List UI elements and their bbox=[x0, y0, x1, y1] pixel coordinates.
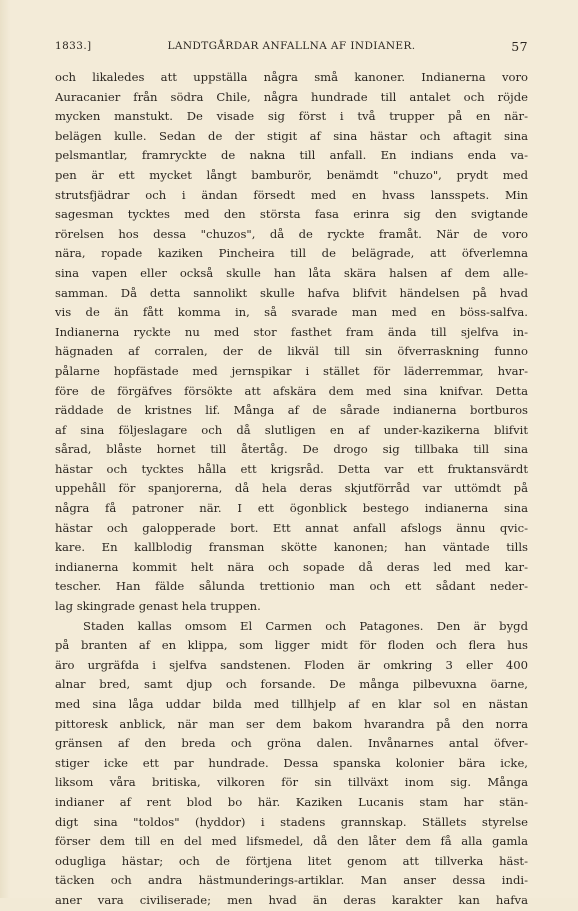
header-title: LANDTGÅRDAR ANFALLNA AF INDIANER. bbox=[167, 40, 416, 52]
text-line: och likaledes att uppställa några små kanoner. Indianerna voro bbox=[55, 70, 528, 84]
running-header bbox=[55, 40, 528, 56]
text-line: aner vara civiliserade; men hvad än deras karakter kan hafva bbox=[55, 892, 528, 907]
text-line: belägen kulle. Sedan de der stigit af sina hästar och aftagit sina bbox=[55, 128, 528, 143]
paragraph-end-line: lag skingrade genast hela truppen. bbox=[55, 599, 261, 614]
text-line: uppehåll för spanjorerna, då hela deras skjutförråd var uttömdt på bbox=[55, 481, 528, 496]
text-line: hästar och tycktes hålla ett krigsråd. Detta var ett fruktansvärdt bbox=[55, 461, 528, 476]
text-line: Auracanier från södra Chile, några hundrade till antalet och röjde bbox=[55, 89, 528, 104]
text-line: äro urgräfda i sjelfva sandstenen. Floden är omkring 3 eller 400 bbox=[55, 657, 528, 672]
text-line: tescher. Han fälde sålunda trettionio man och ett sådant neder- bbox=[55, 579, 528, 594]
text-line: pen är ett mycket långt bamburör, benämdt "chuzo", prydt med bbox=[55, 167, 528, 182]
text-line: pålarne hopfästade med jernspikar i stället för läderremmar, hvar- bbox=[55, 363, 528, 378]
text-line: alnar bred, samt djup och forsande. De många pilbevuxna öarne, bbox=[55, 677, 528, 692]
text-line: sårad, blåste hornet till återtåg. De drogo sig tillbaka till sina bbox=[55, 442, 528, 457]
text-line: pittoresk anblick, när man ser dem bakom hvarandra på den norra bbox=[55, 716, 528, 731]
text-line: samman. Då detta sannolikt skulle hafva blifvit händelsen på hvad bbox=[55, 285, 528, 300]
text-line: digt sina "toldos" (hyddor) i stadens grannskap. Ställets styrelse bbox=[55, 814, 528, 829]
text-line: sagesman tycktes med den största fasa erinra sig den svigtande bbox=[55, 207, 528, 222]
text-line: före de förgäfves försökte att afskära dem med sina knifvar. Detta bbox=[55, 383, 528, 398]
page-number: 57 bbox=[511, 39, 528, 54]
text-line: hästar och galopperade bort. Ett annat anfall afslogs ännu qvic- bbox=[55, 520, 528, 535]
text-line: indianerna kommit helt nära och sopade då deras led med kar- bbox=[55, 559, 528, 574]
text-line: gränsen af den breda och gröna dalen. Invånarnes antal öfver- bbox=[55, 736, 528, 751]
text-line: Indianerna ryckte nu med stor fasthet fram ända till sjelfva in- bbox=[55, 324, 528, 339]
text-line: liksom våra britiska, vilkoren för sin tillväxt inom sig. Många bbox=[55, 775, 528, 790]
page-edge-shadow bbox=[0, 0, 10, 898]
text-line: pelsmantlar, framryckte de nakna till anfall. En indians enda va- bbox=[55, 148, 528, 163]
text-line: vis de än fått komma in, så svarade man med en böss-salfva. bbox=[55, 305, 528, 320]
body-text bbox=[55, 68, 528, 911]
text-line: med sina låga uddar bilda med tillhjelp af en klar sol en nästan bbox=[55, 697, 528, 711]
text-line: kare. En kallblodig fransman skötte kanonen; han väntade tills bbox=[55, 540, 528, 555]
text-line: hägnaden af corralen, der de likväl till sin öfverraskning funno bbox=[55, 344, 528, 359]
text-line: rörelsen hos dessa "chuzos", då de ryckte framåt. När de voro bbox=[55, 226, 528, 241]
text-line: räddade de kristnes lif. Många af de sårade indianerna bortburos bbox=[55, 403, 528, 418]
text-line: sina vapen eller också skulle han låta skära halsen af dem alle- bbox=[55, 265, 528, 280]
header-year: 1833.] bbox=[55, 40, 92, 52]
text-line: täcken och andra hästmunderings-artiklar. Man anser dessa indi- bbox=[55, 873, 528, 888]
text-line: odugliga hästar; och de förtjena litet genom att tillverka häst- bbox=[55, 853, 528, 868]
text-line: några få patroner när. I ett ögonblick bestego indianerna sina bbox=[55, 501, 528, 516]
text-line: mycken manstukt. De visade sig först i två trupper på en när- bbox=[55, 109, 528, 124]
text-line: stiger icke ett par hundrade. Dessa spanska kolonier bära icke, bbox=[55, 755, 528, 770]
text-line: af sina följeslagare och då slutligen en af under-kazikerna blifvit bbox=[55, 422, 528, 437]
paragraph-start-line: Staden kallas omsom El Carmen och Patagones. Den är bygd bbox=[83, 618, 528, 633]
text-line: förser dem till en del med lifsmedel, då den låter dem få alla gamla bbox=[55, 834, 528, 849]
text-line: indianer af rent blod bo här. Kaziken Lucanis stam har stän- bbox=[55, 794, 528, 809]
text-line: på branten af en klippa, som ligger midt för floden och flera hus bbox=[55, 638, 528, 653]
text-line: strutsfjädrar och i ändan försedt med en hvass lansspets. Min bbox=[55, 187, 528, 202]
text-line: nära, ropade kaziken Pincheira till de belägrade, att öfverlemna bbox=[55, 246, 528, 261]
